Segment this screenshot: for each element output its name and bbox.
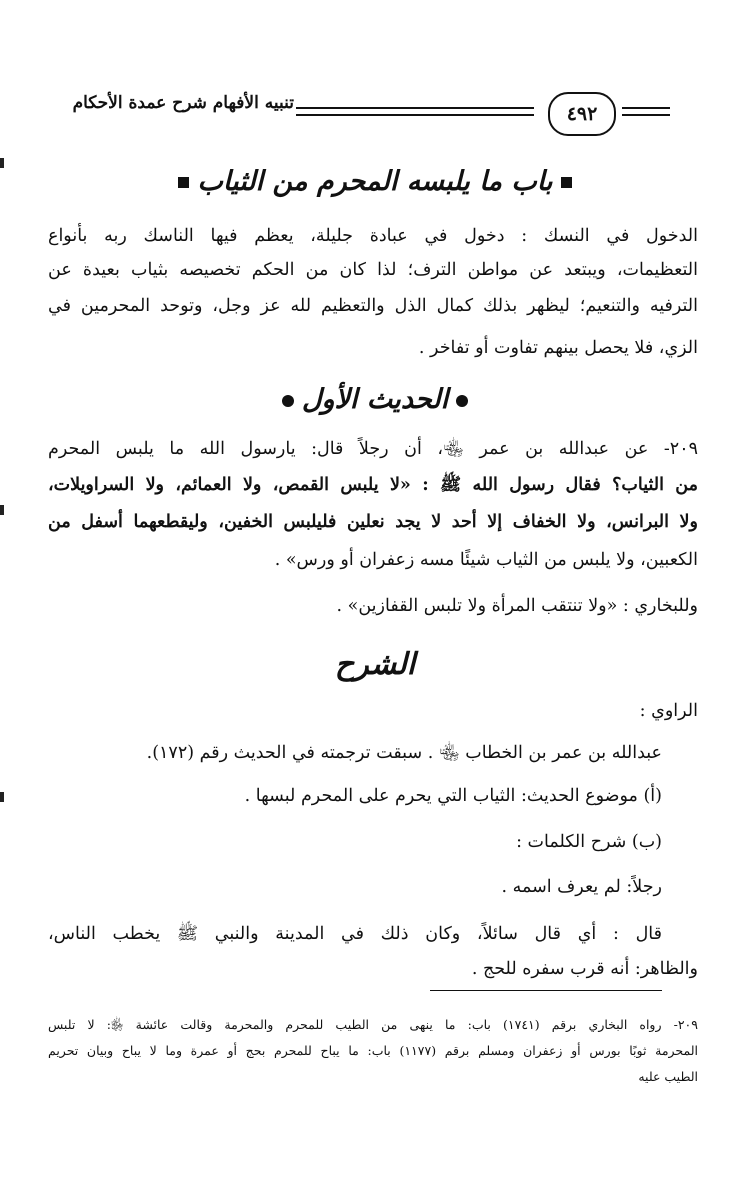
round-bullet-icon <box>282 395 294 407</box>
sharh-line: عبدالله بن عمر بن الخطاب ﵄ . سبقت ترجمته في الحديث رقم (١٧٢). <box>146 743 662 763</box>
bukhari-narration: وللبخاري : «ولا تنتقب المرأة ولا تلبس القفازين» . <box>336 596 698 616</box>
footnote-line: المحرمة ثوبًا بورس أو زعفران ومسلم برقم (١١٧٧) باب: ما يباح للمحرم بحج أو عمرة وما لا يباح وبيان تحريم <box>48 1043 698 1058</box>
square-bullet-icon <box>561 177 572 188</box>
square-bullet-icon <box>178 177 189 188</box>
hadith-line: من الثياب؟ فقال رسول الله ﷺ : «لا يلبس القمص، ولا العمائم، ولا السراويلات، <box>48 475 698 495</box>
running-header-title: تنبيه الأفهام شرح عمدة الأحكام <box>72 93 294 113</box>
intro-line: الزي، فلا يحصل بينهم تفاوت أو تفاخر . <box>418 338 698 358</box>
sharh-line: والظاهر: أنه قرب سفره للحج . <box>471 959 698 979</box>
section-title-text: باب ما يلبسه المحرم من الثياب <box>197 166 553 197</box>
intro-line: الدخول في النسك : دخول في عبادة جليلة، يعظم فيها الناسك ربه بأنواع <box>48 226 698 246</box>
sharh-line: قال : أي قال سائلاً، وكان ذلك في المدينة والنبي ﷺ يخطب الناس، <box>48 924 662 944</box>
hadith-line: ٢٠٩- عن عبدالله بن عمر ﵄، أن رجلاً قال: يارسول الله ما يلبس المحرم <box>48 439 698 459</box>
sharh-heading: الشرح <box>334 647 416 682</box>
header-rule <box>296 114 534 116</box>
scan-mark <box>0 792 4 802</box>
round-bullet-icon <box>456 395 468 407</box>
scan-mark <box>0 505 4 515</box>
footnote-line: الطيب عليه <box>638 1069 698 1084</box>
page-number: ٤٩٢ <box>548 92 616 136</box>
sharh-line: رجلاً: لم يعرف اسمه . <box>501 877 662 897</box>
sharh-line: (ب) شرح الكلمات : <box>516 832 662 852</box>
intro-line: التعظيمات، ويبتعد عن مواطن الترف؛ لذا كان من الحكم تخصيصه بثياب بعيدة عن <box>48 260 698 280</box>
sharh-line: (أ) موضوع الحديث: الثياب التي يحرم على المحرم لبسها . <box>244 786 662 806</box>
hadith-line: ولا البرانس، ولا الخفاف إلا أحد لا يجد نعلين فليلبس الخفين، وليقطعهما أسفل من <box>48 512 698 532</box>
hadith-heading-text: الحديث الأول <box>301 384 449 415</box>
header-rule <box>296 107 534 109</box>
footnote-line: ٢٠٩- رواه البخاري برقم (١٧٤١) باب: ما ينهى من الطيب للمحرم والمحرمة وقالت عائشة ﵂: لا تلبس <box>48 1017 698 1032</box>
hadith-line: الكعبين، ولا يلبس من الثياب شيئًا مسه زعفران أو ورس» . <box>274 550 698 570</box>
sharh-line: الراوي : <box>639 701 698 721</box>
section-title <box>0 166 750 197</box>
footnote-rule <box>430 990 662 991</box>
hadith-heading <box>0 384 750 415</box>
header-rule <box>622 107 670 109</box>
header-rule <box>622 114 670 116</box>
intro-line: الترفيه والتنعيم؛ ليظهر بذلك كمال الذل والتعظيم لله عز وجل، وتوحد المحرمين في <box>48 296 698 316</box>
